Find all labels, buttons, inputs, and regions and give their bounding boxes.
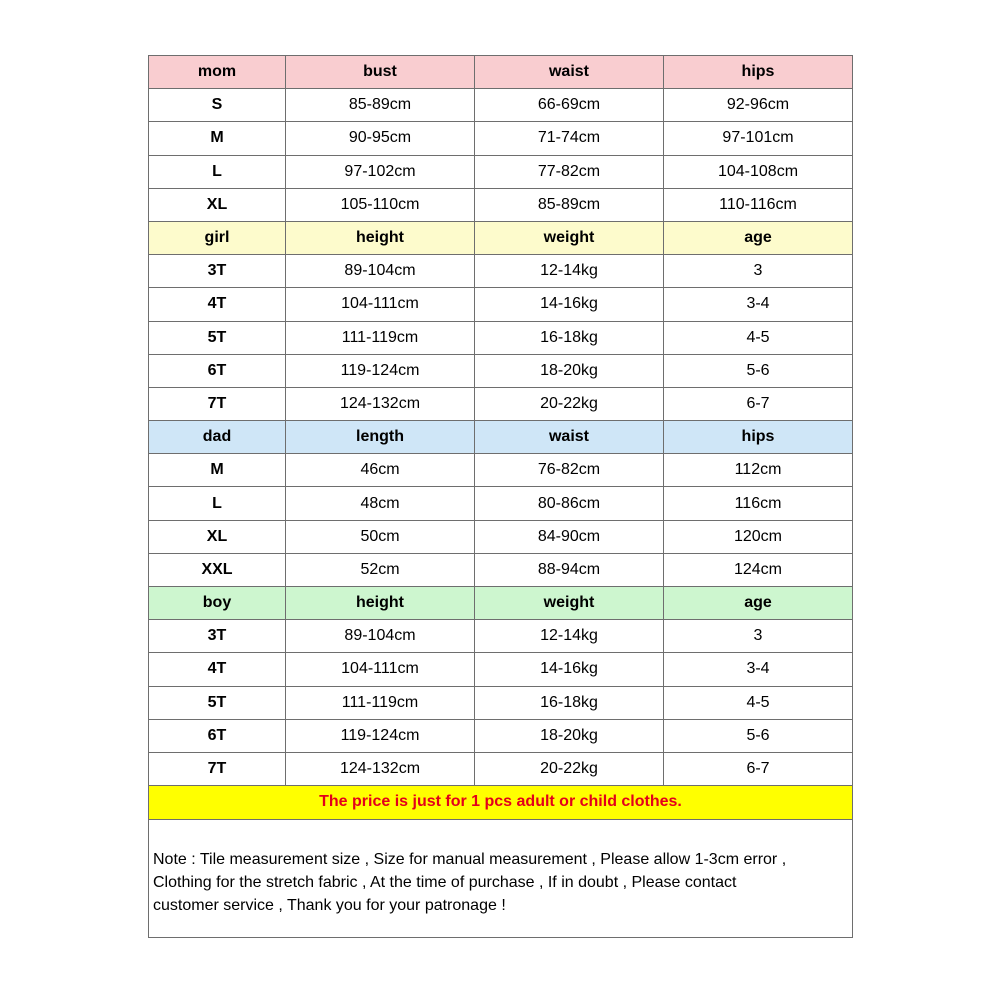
header-cell: girl (149, 221, 286, 254)
value-cell: 120cm (664, 520, 853, 553)
header-cell: age (664, 221, 853, 254)
value-cell: 97-101cm (664, 122, 853, 155)
table-row (149, 122, 853, 155)
table-row (149, 686, 853, 719)
size-cell: 6T (149, 354, 286, 387)
size-cell: 3T (149, 620, 286, 653)
size-cell: M (149, 122, 286, 155)
header-cell: height (286, 587, 475, 620)
value-cell: 111-119cm (286, 321, 475, 354)
price-notice-row (149, 786, 853, 819)
table-row (149, 89, 853, 122)
value-cell: 50cm (286, 520, 475, 553)
girl-header-row (149, 221, 853, 254)
value-cell: 124-132cm (286, 387, 475, 420)
table-row (149, 288, 853, 321)
header-cell: dad (149, 421, 286, 454)
size-cell: L (149, 155, 286, 188)
header-cell: age (664, 587, 853, 620)
value-cell: 12-14kg (475, 255, 664, 288)
value-cell: 3-4 (664, 288, 853, 321)
note-row (149, 819, 853, 937)
mom-header-row (149, 56, 853, 89)
value-cell: 3 (664, 255, 853, 288)
size-cell: M (149, 454, 286, 487)
value-cell: 80-86cm (475, 487, 664, 520)
size-cell: 4T (149, 653, 286, 686)
value-cell: 104-108cm (664, 155, 853, 188)
table-row (149, 255, 853, 288)
table-row (149, 155, 853, 188)
boy-header-row (149, 587, 853, 620)
table-row (149, 553, 853, 586)
size-cell: 6T (149, 719, 286, 752)
table-row (149, 188, 853, 221)
value-cell: 6-7 (664, 387, 853, 420)
value-cell: 71-74cm (475, 122, 664, 155)
value-cell: 3 (664, 620, 853, 653)
table-row (149, 653, 853, 686)
table-row (149, 321, 853, 354)
table-row (149, 387, 853, 420)
value-cell: 85-89cm (286, 89, 475, 122)
header-cell: weight (475, 587, 664, 620)
size-cell: 4T (149, 288, 286, 321)
value-cell: 4-5 (664, 321, 853, 354)
value-cell: 119-124cm (286, 719, 475, 752)
table-row (149, 454, 853, 487)
size-cell: 7T (149, 752, 286, 785)
value-cell: 89-104cm (286, 255, 475, 288)
size-cell: XL (149, 188, 286, 221)
dad-header-row (149, 421, 853, 454)
size-cell: 7T (149, 387, 286, 420)
value-cell: 84-90cm (475, 520, 664, 553)
note-text (149, 819, 853, 937)
price-notice: The price is just for 1 pcs adult or child clothes. (149, 786, 853, 819)
value-cell: 119-124cm (286, 354, 475, 387)
value-cell: 6-7 (664, 752, 853, 785)
value-cell: 90-95cm (286, 122, 475, 155)
value-cell: 104-111cm (286, 288, 475, 321)
value-cell: 124cm (664, 553, 853, 586)
value-cell: 12-14kg (475, 620, 664, 653)
value-cell: 46cm (286, 454, 475, 487)
header-cell: bust (286, 56, 475, 89)
value-cell: 52cm (286, 553, 475, 586)
table-row (149, 487, 853, 520)
header-cell: hips (664, 56, 853, 89)
value-cell: 104-111cm (286, 653, 475, 686)
size-cell: 5T (149, 321, 286, 354)
size-cell: 3T (149, 255, 286, 288)
value-cell: 20-22kg (475, 387, 664, 420)
value-cell: 110-116cm (664, 188, 853, 221)
table-row (149, 354, 853, 387)
value-cell: 66-69cm (475, 89, 664, 122)
value-cell: 18-20kg (475, 354, 664, 387)
table-row (149, 752, 853, 785)
value-cell: 16-18kg (475, 686, 664, 719)
value-cell: 16-18kg (475, 321, 664, 354)
size-cell: 5T (149, 686, 286, 719)
value-cell: 85-89cm (475, 188, 664, 221)
value-cell: 18-20kg (475, 719, 664, 752)
value-cell: 48cm (286, 487, 475, 520)
value-cell: 77-82cm (475, 155, 664, 188)
value-cell: 116cm (664, 487, 853, 520)
value-cell: 4-5 (664, 686, 853, 719)
value-cell: 124-132cm (286, 752, 475, 785)
value-cell: 3-4 (664, 653, 853, 686)
note-line: Note : Tile measurement size , Size for manual measurement , Please allow 1-3cm error , (153, 850, 787, 868)
note-line: Clothing for the stretch fabric , At the time of purchase , If in doubt , Please contact (153, 873, 737, 891)
table-row (149, 719, 853, 752)
value-cell: 20-22kg (475, 752, 664, 785)
value-cell: 89-104cm (286, 620, 475, 653)
size-cell: S (149, 89, 286, 122)
header-cell: length (286, 421, 475, 454)
value-cell: 112cm (664, 454, 853, 487)
size-cell: XXL (149, 553, 286, 586)
value-cell: 5-6 (664, 719, 853, 752)
table-row (149, 520, 853, 553)
value-cell: 88-94cm (475, 553, 664, 586)
value-cell: 92-96cm (664, 89, 853, 122)
size-chart-table (148, 55, 853, 938)
header-cell: boy (149, 587, 286, 620)
value-cell: 5-6 (664, 354, 853, 387)
header-cell: waist (475, 421, 664, 454)
header-cell: waist (475, 56, 664, 89)
value-cell: 14-16kg (475, 288, 664, 321)
header-cell: hips (664, 421, 853, 454)
value-cell: 14-16kg (475, 653, 664, 686)
value-cell: 105-110cm (286, 188, 475, 221)
value-cell: 76-82cm (475, 454, 664, 487)
size-cell: XL (149, 520, 286, 553)
value-cell: 97-102cm (286, 155, 475, 188)
size-cell: L (149, 487, 286, 520)
table-row (149, 620, 853, 653)
header-cell: weight (475, 221, 664, 254)
header-cell: height (286, 221, 475, 254)
header-cell: mom (149, 56, 286, 89)
note-line: customer service , Thank you for your patronage ! (153, 896, 506, 914)
value-cell: 111-119cm (286, 686, 475, 719)
